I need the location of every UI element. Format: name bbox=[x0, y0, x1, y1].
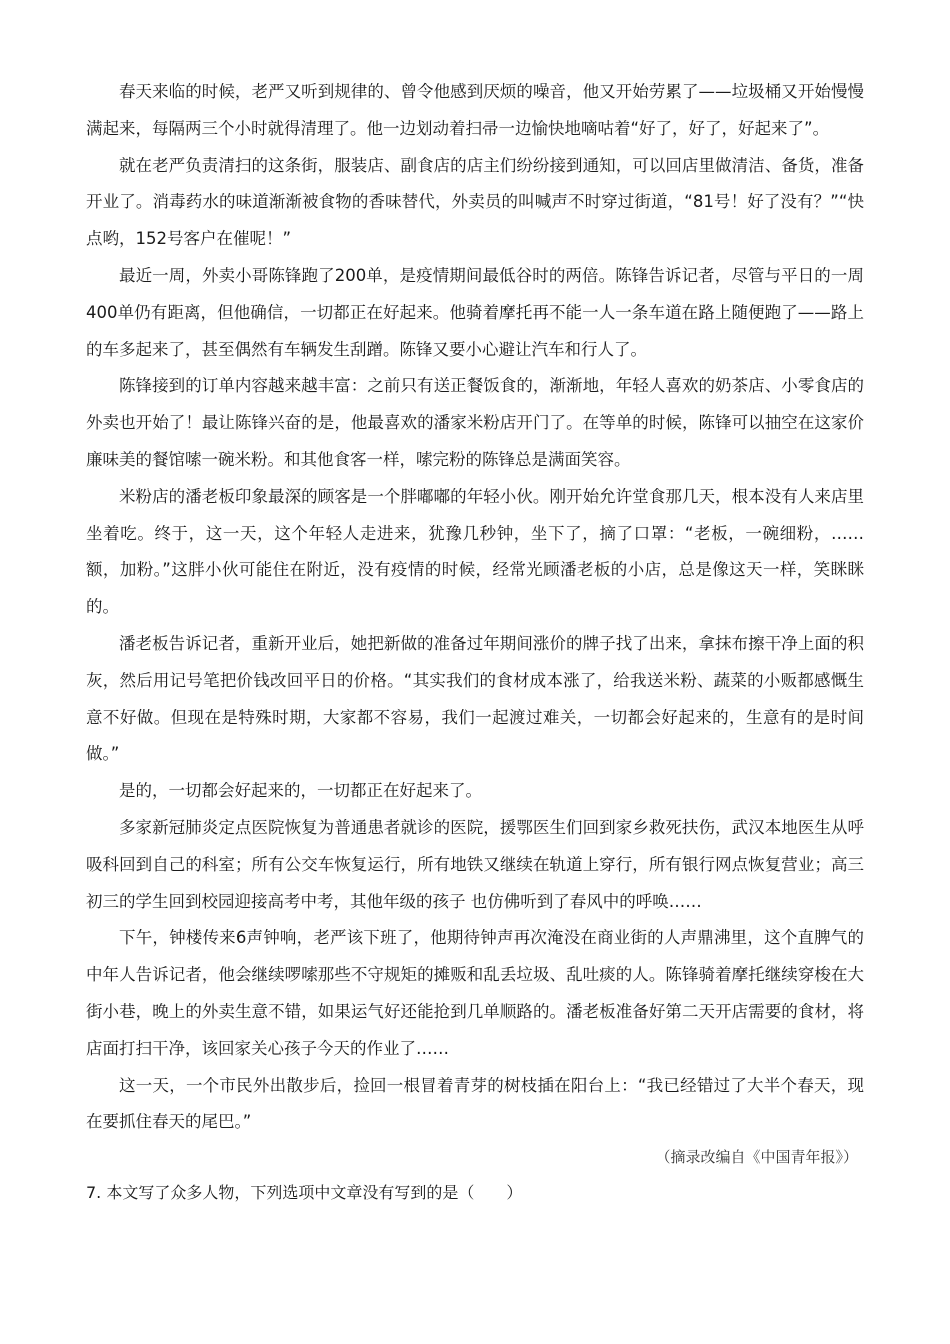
paragraph: 下午，钟楼传来6声钟响，老严该下班了，他期待钟声再次淹没在商业街的人声鼎沸里，这个直脾气的中年人告诉记者，他会继续啰嗦那些不守规矩的摊贩和乱丢垃圾、乱吐痰的人。陈锋骑着摩托继续穿梭在大街小巷，晚上的外卖生意不错，如果运气好还能抢到几单顺路的。潘老板准备好第二天开店需要的食材，将店面打扫干净，该回家关心孩子今天的作业了…… bbox=[86, 928, 864, 1058]
paragraph: 潘老板告诉记者，重新开业后，她把新做的准备过年期间涨价的牌子找了出来，拿抹布擦干净上面的积灰，然后用记号笔把价钱改回平日的价格。“其实我们的食材成本涨了，给我送米粉、蔬菜的小贩都感慨生意不好做。但现在是特殊时期，大家都不容易，我们一起渡过难关，一切都会好起来的，生意有的是时间做。” bbox=[86, 633, 864, 764]
question-7 bbox=[86, 1177, 522, 1209]
paragraph: 多家新冠肺炎定点医院恢复为普通患者就诊的医院，援鄂医生们回到家乡救死扶伤，武汉本地医生从呼吸科回到自己的科室；所有公交车恢复运行，所有地铁又继续在轨道上穿行，所有银行网点恢复营业；高三初三的学生回到校园迎接高考中考，其他年级的孩子 也仿佛听到了春风中的呼唤…… bbox=[86, 817, 864, 911]
article-body bbox=[86, 74, 864, 1141]
paragraph: 这一天，一个市民外出散步后，捡回一根冒着青芽的树枝插在阳台上：“我已经错过了大半个春天，现在要抓住春天的尾巴。” bbox=[86, 1075, 864, 1132]
article-source: （摘录改编自《中国青年报》） bbox=[655, 1148, 858, 1166]
question-number: 7. bbox=[86, 1183, 102, 1202]
paragraph: 陈锋接到的订单内容越来越丰富：之前只有送正餐饭食的，渐渐地，年轻人喜欢的奶茶店、小零食店的外卖也开始了！最让陈锋兴奋的是，他最喜欢的潘家米粉店开门了。在等单的时候，陈锋可以抽空在这家价廉味美的餐馆嗦一碗米粉。和其他食客一样，嗦完粉的陈锋总是满面笑容。 bbox=[86, 376, 864, 469]
paragraph: 是的，一切都会好起来的，一切都正在好起来了。 bbox=[119, 781, 482, 801]
paragraph: 就在老严负责清扫的这条街，服装店、副食店的店主们纷纷接到通知，可以回店里做清洁、备货，准备开业了。消毒药水的味道渐渐被食物的香味替代，外卖员的叫喊声不时穿过街道，“81号！好了没有？”“快点哟，152号客户在催呢！” bbox=[86, 155, 864, 249]
paragraph: 米粉店的潘老板印象最深的顾客是一个胖嘟嘟的年轻小伙。刚开始允许堂食那几天，根本没有人来店里坐着吃。终于，这一天，这个年轻人走进来，犹豫几秒钟，坐下了，摘了口罩：“老板，一碗细粉，……额，加粉。”这胖小伙可能住在附近，没有疫情的时候，经常光顾潘老板的小店，总是像这天一样，笑眯眯的。 bbox=[86, 486, 864, 617]
paragraph: 春天来临的时候，老严又听到规律的、曾令他感到厌烦的噪音，他又开始劳累了——垃圾桶又开始慢慢满起来，每隔两三个小时就得清理了。他一边划动着扫帚一边愉快地嘀咕着“好了，好了，好起来了”。 bbox=[86, 82, 864, 138]
question-text: 本文写了众多人物，下列选项中文章没有写到的是（ ） bbox=[106, 1183, 523, 1202]
paragraph: 最近一周，外卖小哥陈锋跑了200单，是疫情期间最低谷时的两倍。陈锋告诉记者，尽管与平日的一周400单仍有距离，但他确信，一切都正在好起来。他骑着摩托再不能一人一条车道在路上随便跑了——路上的车多起来了，甚至偶然有车辆发生刮蹭。陈锋又要小心避让汽车和行人了。 bbox=[86, 265, 864, 359]
